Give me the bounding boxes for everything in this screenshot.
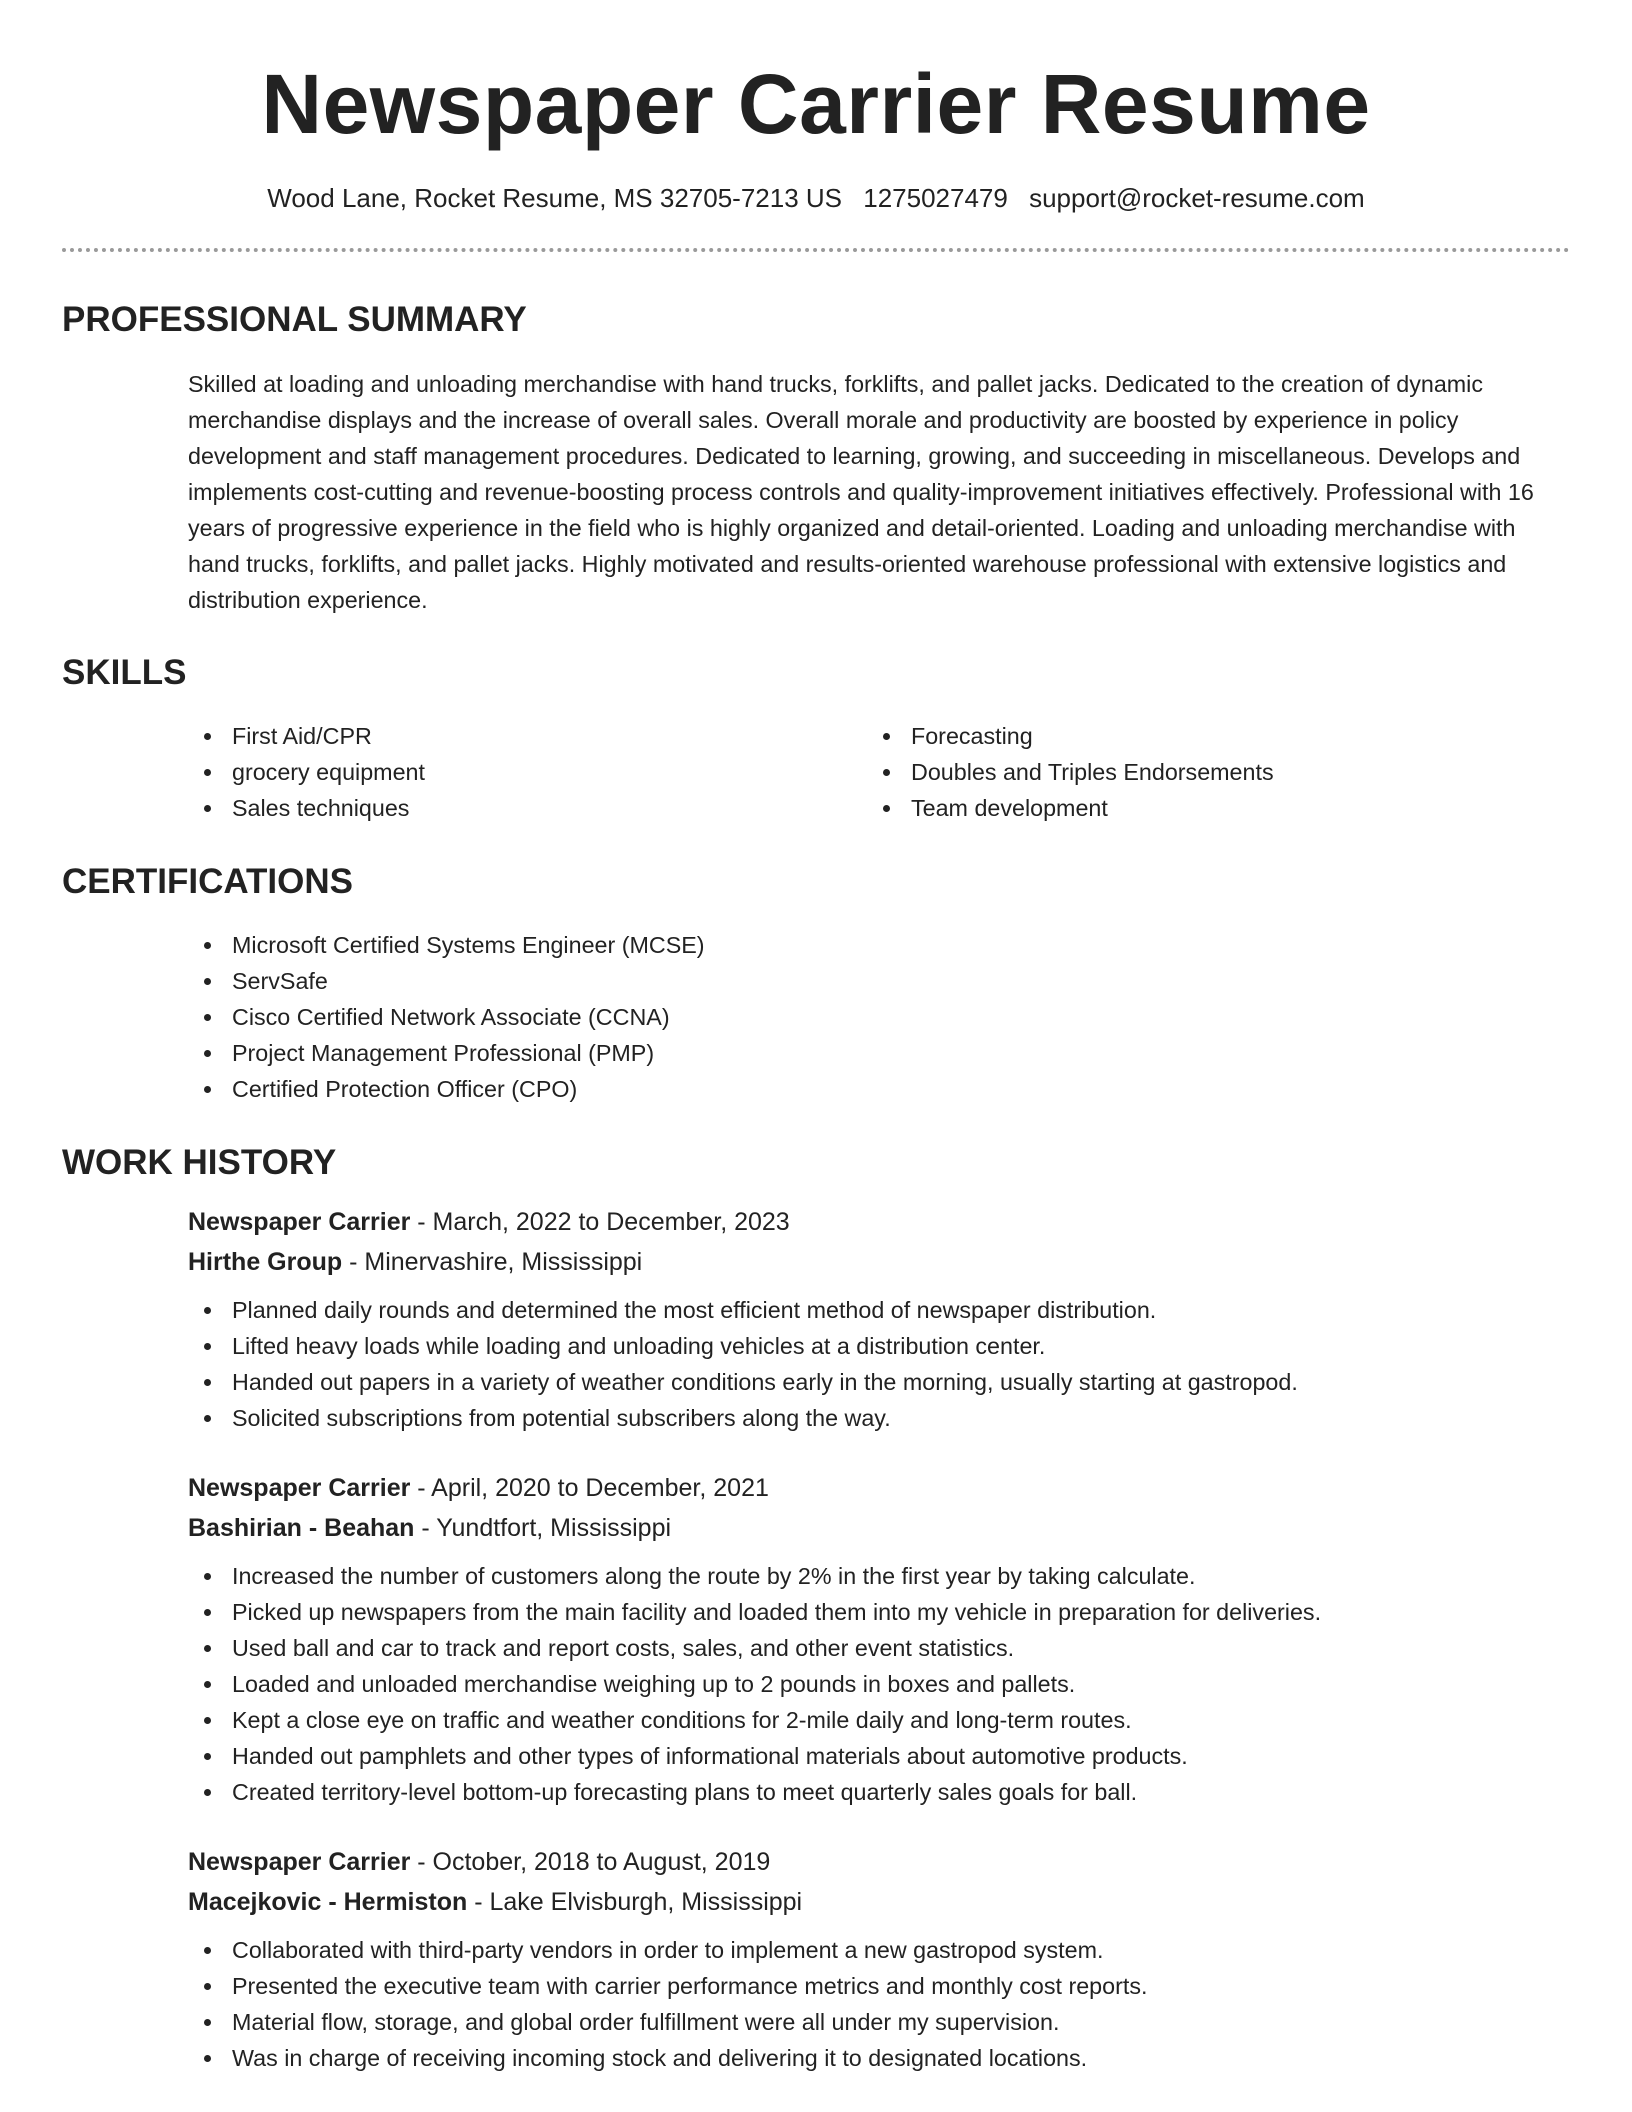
- job-bullet: Picked up newspapers from the main facility and loaded them into my vehicle in preparation for deliveries.: [188, 1594, 1570, 1630]
- contact-line: [0, 183, 1632, 214]
- certification-item: Project Management Professional (PMP): [188, 1035, 1570, 1071]
- skills-heading: SKILLS: [62, 653, 187, 692]
- skills-list-right: [867, 718, 1546, 826]
- job-role: Newspaper Carrier: [188, 1474, 411, 1502]
- job-bullet: Was in charge of receiving incoming stock and delivering it to designated locations.: [188, 2040, 1570, 2076]
- job-bullet: Increased the number of customers along the route by 2% in the first year by taking calculate.: [188, 1558, 1570, 1594]
- job-bullet: Collaborated with third-party vendors in order to implement a new gastropod system.: [188, 1932, 1570, 1968]
- skill-item: Forecasting: [867, 718, 1546, 754]
- job-bullet: Created territory-level bottom-up forecasting plans to meet quarterly sales goals for ball.: [188, 1774, 1570, 1810]
- header-divider: [62, 248, 1570, 252]
- job-entry: [188, 1202, 1570, 1436]
- contact-email: support@rocket-resume.com: [1029, 183, 1365, 213]
- certification-item: ServSafe: [188, 963, 1570, 999]
- certifications-section: [62, 864, 1570, 1107]
- job-bullet: Material flow, storage, and global order fulfillment were all under my supervision.: [188, 2004, 1570, 2040]
- job-role-line: [188, 1468, 1570, 1508]
- summary-heading: PROFESSIONAL SUMMARY: [62, 300, 527, 339]
- job-company: Hirthe Group: [188, 1248, 343, 1276]
- certifications-list: [188, 927, 1570, 1107]
- certification-item: Certified Protection Officer (CPO): [188, 1071, 1570, 1107]
- job-company: Macejkovic - Hermiston: [188, 1888, 468, 1916]
- job-company: Bashirian - Beahan: [188, 1514, 415, 1542]
- job-entry: [188, 1468, 1570, 1810]
- summary-text: Skilled at loading and unloading merchandise with hand trucks, forklifts, and pallet jacks. Dedicated to the creation of dynamic merchandise displays and the increase of overall sales. Overall morale and productivity are boosted by experience in policy development and staff management procedures. Dedicated to learning, growing, and succeeding in miscellaneous. Develops and implements cost-cutting and revenue-boosting process controls and quality-improvement initiatives effectively. Professional with 16 years of progressive experience in the field who is highly organized and detail-oriented. Loading and unloading merchandise with hand trucks, forklifts, and pallet jacks. Highly motivated and results-oriented warehouse professional with extensive logistics and distribution experience.: [188, 371, 1534, 613]
- job-company-line: [188, 1242, 1570, 1282]
- job-bullet: Handed out pamphlets and other types of informational materials about automotive products.: [188, 1738, 1570, 1774]
- job-role: Newspaper Carrier: [188, 1848, 411, 1876]
- job-bullet: Planned daily rounds and determined the most efficient method of newspaper distribution.: [188, 1292, 1570, 1328]
- skill-item: Doubles and Triples Endorsements: [867, 754, 1546, 790]
- contact-address: Wood Lane, Rocket Resume, MS 32705-7213 US: [267, 183, 843, 213]
- job-bullets: [188, 1558, 1570, 1810]
- job-role: Newspaper Carrier: [188, 1208, 411, 1236]
- skill-item: Team development: [867, 790, 1546, 826]
- skills-list-left: [188, 718, 867, 826]
- skill-item: Sales techniques: [188, 790, 867, 826]
- job-bullets: [188, 1292, 1570, 1436]
- job-entry: [188, 1842, 1570, 2076]
- job-dates: - April, 2020 to December, 2021: [410, 1474, 769, 1502]
- certification-item: Cisco Certified Network Associate (CCNA): [188, 999, 1570, 1035]
- work-history-section: [62, 1145, 1570, 2076]
- work-history-heading: WORK HISTORY: [62, 1143, 337, 1182]
- job-bullet: Presented the executive team with carrier performance metrics and monthly cost reports.: [188, 1968, 1570, 2004]
- job-company-line: [188, 1882, 1570, 1922]
- job-bullets: [188, 1932, 1570, 2076]
- job-bullet: Kept a close eye on traffic and weather conditions for 2-mile daily and long-term routes.: [188, 1702, 1570, 1738]
- job-bullet: Solicited subscriptions from potential subscribers along the way.: [188, 1400, 1570, 1436]
- job-company-line: [188, 1508, 1570, 1548]
- skills-grid: [188, 718, 1570, 826]
- job-bullet: Loaded and unloaded merchandise weighing up to 2 pounds in boxes and pallets.: [188, 1666, 1570, 1702]
- job-location: - Minervashire, Mississippi: [342, 1248, 643, 1276]
- contact-phone: 1275027479: [863, 183, 1008, 213]
- job-dates: - March, 2022 to December, 2023: [410, 1208, 790, 1236]
- skill-item: First Aid/CPR: [188, 718, 867, 754]
- job-location: - Yundtfort, Mississippi: [414, 1514, 672, 1542]
- resume-title: Newspaper Carrier Resume: [261, 57, 1371, 151]
- job-bullet: Lifted heavy loads while loading and unloading vehicles at a distribution center.: [188, 1328, 1570, 1364]
- certification-item: Microsoft Certified Systems Engineer (MCSE): [188, 927, 1570, 963]
- skills-section: [62, 655, 1570, 826]
- job-bullet: Handed out papers in a variety of weather conditions early in the morning, usually starting at gastropod.: [188, 1364, 1570, 1400]
- job-bullet: Used ball and car to track and report costs, sales, and other event statistics.: [188, 1630, 1570, 1666]
- job-role-line: [188, 1842, 1570, 1882]
- summary-section: [62, 302, 1570, 618]
- certifications-heading: CERTIFICATIONS: [62, 862, 354, 901]
- job-location: - Lake Elvisburgh, Mississippi: [467, 1888, 803, 1916]
- skill-item: grocery equipment: [188, 754, 867, 790]
- job-role-line: [188, 1202, 1570, 1242]
- job-dates: - October, 2018 to August, 2019: [410, 1848, 771, 1876]
